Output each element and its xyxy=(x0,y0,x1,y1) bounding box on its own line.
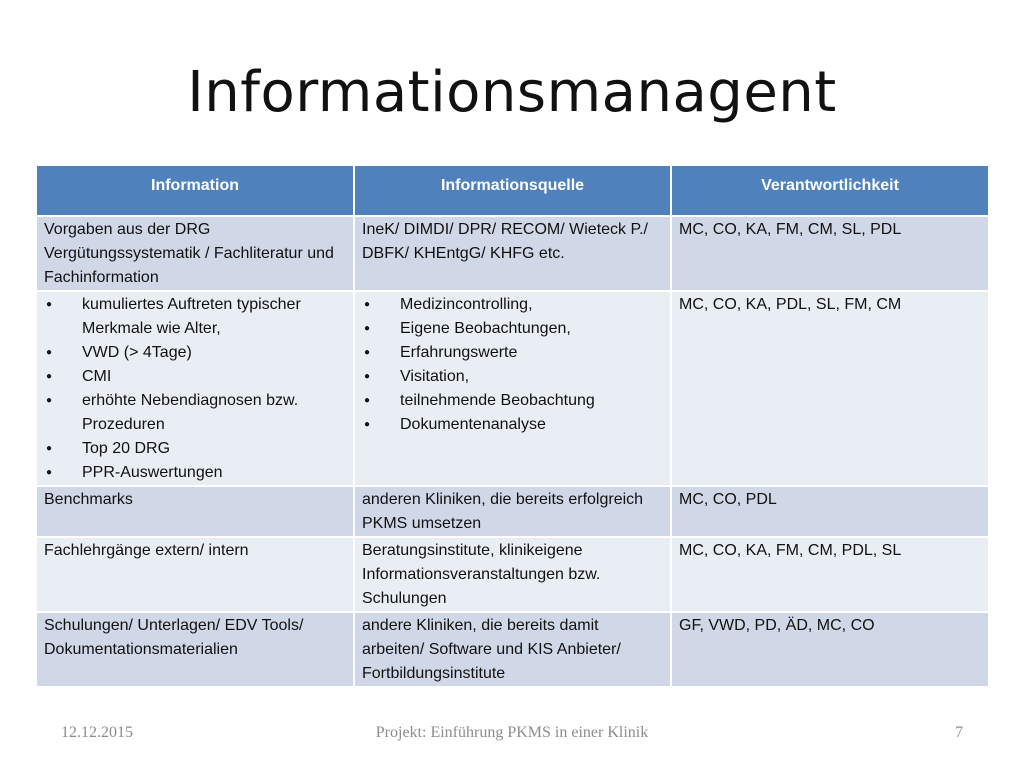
header-informationsquelle: Informationsquelle xyxy=(354,166,671,216)
list-item: ● Dokumentenanalyse xyxy=(362,413,664,437)
table-row xyxy=(37,291,988,486)
information-table xyxy=(37,166,988,688)
list-item: ● Visitation, xyxy=(362,365,664,389)
table-row xyxy=(37,612,988,687)
list-item: ● CMI xyxy=(44,365,347,389)
list-item: ● Medizincontrolling, xyxy=(362,293,664,317)
header-information: Information xyxy=(37,166,354,216)
cell-information: Benchmarks xyxy=(37,486,354,537)
list-item: ● PPR-Auswertungen xyxy=(44,461,347,485)
cell-verantwortlichkeit: GF, VWD, PD, ÄD, MC, CO xyxy=(671,612,988,687)
table-row xyxy=(37,486,988,537)
footer-title: Projekt: Einführung PKMS in einer Klinik xyxy=(375,724,649,741)
table-row xyxy=(37,537,988,612)
table-header-row xyxy=(37,166,988,216)
list-item: ● VWD (> 4Tage) xyxy=(44,341,347,365)
cell-informationsquelle: Beratungsinstitute, klinikeigene Informationsveranstaltungen bzw. Schulungen xyxy=(354,537,671,612)
page-number: 7 xyxy=(955,724,963,741)
cell-informationsquelle xyxy=(354,291,671,486)
information-bullet-list xyxy=(44,293,347,485)
list-item: ● Top 20 DRG xyxy=(44,437,347,461)
cell-information: Vorgaben aus der DRG Vergütungssystematik / Fachliteratur und Fachinformation xyxy=(37,216,354,291)
cell-information: Fachlehrgänge extern/ intern xyxy=(37,537,354,612)
cell-verantwortlichkeit: MC, CO, KA, PDL, SL, FM, CM xyxy=(671,291,988,486)
header-verantwortlichkeit: Verantwortlichkeit xyxy=(671,166,988,216)
cell-information: Schulungen/ Unterlagen/ EDV Tools/ Dokumentationsmaterialien xyxy=(37,612,354,687)
cell-verantwortlichkeit: MC, CO, KA, FM, CM, PDL, SL xyxy=(671,537,988,612)
footer-date: 12.12.2015 xyxy=(61,724,133,741)
cell-informationsquelle: anderen Kliniken, die bereits erfolgreich PKMS umsetzen xyxy=(354,486,671,537)
list-item: ● Eigene Beobachtungen, xyxy=(362,317,664,341)
cell-informationsquelle: andere Kliniken, die bereits damit arbeiten/ Software und KIS Anbieter/ Fortbildungsinstitute xyxy=(354,612,671,687)
cell-verantwortlichkeit: MC, CO, PDL xyxy=(671,486,988,537)
source-bullet-list xyxy=(362,293,664,437)
cell-verantwortlichkeit: MC, CO, KA, FM, CM, SL, PDL xyxy=(671,216,988,291)
table-row xyxy=(37,216,988,291)
cell-informationsquelle: IneK/ DIMDI/ DPR/ RECOM/ Wieteck P./ DBFK/ KHEntgG/ KHFG etc. xyxy=(354,216,671,291)
list-item: ● kumuliertes Auftreten typischer Merkmale wie Alter, xyxy=(44,293,347,341)
cell-information xyxy=(37,291,354,486)
list-item: ● teilnehmende Beobachtung xyxy=(362,389,664,413)
list-item: ● Erfahrungswerte xyxy=(362,341,664,365)
slide-title: Informationsmanagent xyxy=(187,60,837,125)
list-item: ● erhöhte Nebendiagnosen bzw. Prozeduren xyxy=(44,389,347,437)
